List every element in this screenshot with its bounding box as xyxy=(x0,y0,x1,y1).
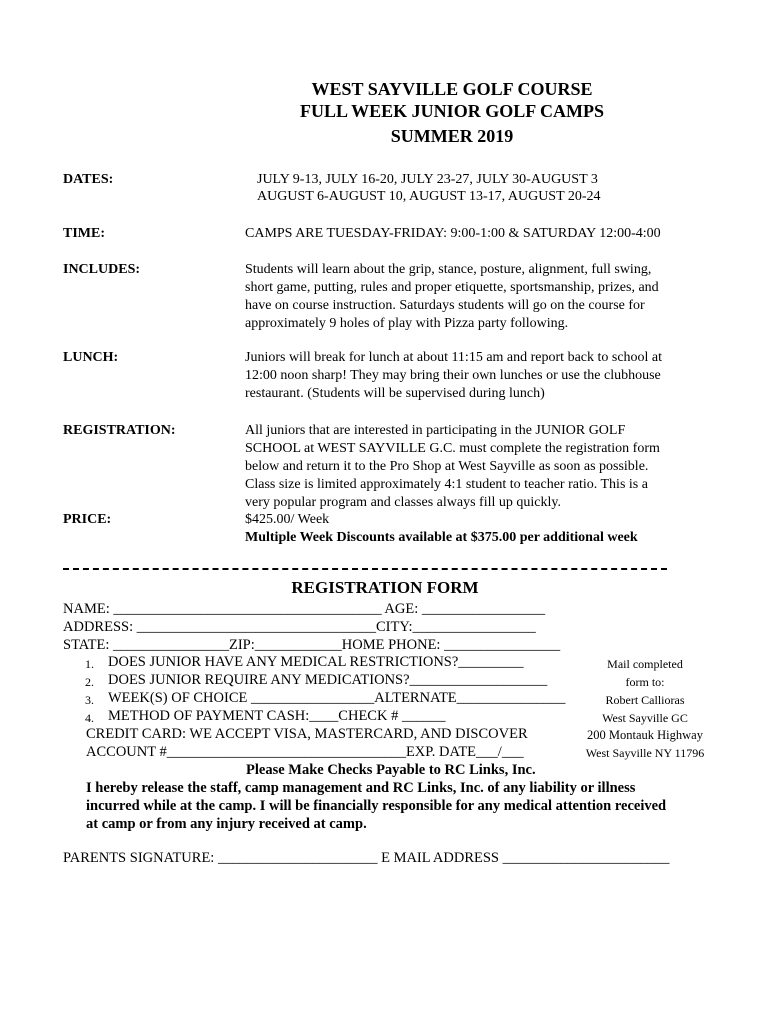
item-number: 4. xyxy=(85,711,94,725)
dates-line1: JULY 9-13, JULY 16-20, JULY 23-27, JULY 30-AUGUST 3 xyxy=(257,172,598,187)
mail-to-line: Robert Callioras xyxy=(605,693,685,707)
includes-line: short game, putting, rules and proper etiquette, sportsmanship, prizes, and xyxy=(245,280,659,295)
registration-line: SCHOOL at WEST SAYVILLE G.C. must complete the registration form xyxy=(245,441,660,456)
registration-text xyxy=(245,422,715,512)
time-text: CAMPS ARE TUESDAY-FRIDAY: 9:00-1:00 & SATURDAY 12:00-4:00 xyxy=(245,226,661,241)
time-label: TIME: xyxy=(63,226,105,241)
release-line: at camp or from any injury received at camp. xyxy=(86,816,367,832)
address-city-field[interactable]: ADDRESS: _________________________________CITY:_________________ xyxy=(63,619,536,635)
registration-line: very popular program and classes always fill up quickly. xyxy=(245,495,561,510)
dates-label: DATES: xyxy=(63,172,114,187)
item-number: 2. xyxy=(85,675,94,689)
payment-method-field[interactable]: METHOD OF PAYMENT CASH:____CHECK # ______ xyxy=(108,708,446,724)
state-zip-phone-field[interactable]: STATE: ________________ZIP:____________HOME PHONE: ________________ xyxy=(63,637,561,653)
cut-line-divider xyxy=(63,568,667,570)
registration-line: All juniors that are interested in participating in the JUNIOR GOLF xyxy=(245,423,626,438)
item-number: 1. xyxy=(85,657,94,671)
mail-to-line: form to: xyxy=(625,675,665,689)
includes-line: Students will learn about the grip, stance, posture, alignment, full swing, xyxy=(245,262,652,277)
dates-line2: AUGUST 6-AUGUST 10, AUGUST 13-17, AUGUST 20-24 xyxy=(257,189,601,204)
lunch-line: restaurant. (Students will be supervised during lunch) xyxy=(245,386,545,401)
price-label: PRICE: xyxy=(63,512,112,527)
registration-line: Class size is limited approximately 4:1 student to teacher ratio. This is a xyxy=(245,477,648,492)
release-line: incurred while at the camp. I will be financially responsible for any medical attention received xyxy=(86,798,667,814)
includes-text xyxy=(245,261,715,333)
header-title-line2: FULL WEEK JUNIOR GOLF CAMPS xyxy=(299,101,605,121)
mail-to-line: West Sayville GC xyxy=(602,711,688,725)
account-exp-field[interactable]: ACCOUNT #_________________________________EXP. DATE___/___ xyxy=(86,744,524,760)
mail-to-line: 200 Montauk Highway xyxy=(587,728,703,742)
header-title-line1: WEST SAYVILLE GOLF COURSE xyxy=(311,79,593,99)
price-discount: Multiple Week Discounts available at $375.00 per additional week xyxy=(245,530,638,545)
release-line: I hereby release the staff, camp management and RC Links, Inc. of any liability or illness xyxy=(86,780,636,796)
includes-line: have on course instruction. Saturdays students will go on the course for xyxy=(245,298,645,313)
item-number: 3. xyxy=(85,693,94,707)
checks-payable-note: Please Make Checks Payable to RC Links, Inc. xyxy=(246,762,536,778)
header-title-line3: SUMMER 2019 xyxy=(390,126,514,146)
lunch-text xyxy=(245,349,715,403)
lunch-line: 12:00 noon sharp! They may bring their own lunches or use the clubhouse xyxy=(245,368,661,383)
includes-label: INCLUDES: xyxy=(63,262,141,277)
medications-field[interactable]: DOES JUNIOR REQUIRE ANY MEDICATIONS?___________________ xyxy=(108,672,548,688)
price-line1: $425.00/ Week xyxy=(245,512,330,527)
mail-to-line: Mail completed xyxy=(607,657,683,671)
medical-restrictions-field[interactable]: DOES JUNIOR HAVE ANY MEDICAL RESTRICTIONS?_________ xyxy=(108,654,524,670)
registration-form-title: REGISTRATION FORM xyxy=(291,578,479,597)
week-choice-field[interactable]: WEEK(S) OF CHOICE _________________ALTERNATE_______________ xyxy=(108,690,566,706)
signature-email-field[interactable]: PARENTS SIGNATURE: ______________________ E MAIL ADDRESS _______________________ xyxy=(63,850,670,866)
name-age-field[interactable]: NAME: _____________________________________ AGE: _________________ xyxy=(63,601,546,617)
mail-to-line: West Sayville NY 11796 xyxy=(585,746,705,760)
credit-card-text: CREDIT CARD: WE ACCEPT VISA, MASTERCARD, AND DISCOVER xyxy=(86,726,528,742)
includes-line: approximately 9 holes of play with Pizza party following. xyxy=(245,316,569,331)
registration-label: REGISTRATION: xyxy=(63,423,176,438)
lunch-label: LUNCH: xyxy=(63,350,119,365)
registration-line: below and return it to the Pro Shop at West Sayville as soon as possible. xyxy=(245,459,649,474)
lunch-line: Juniors will break for lunch at about 11:15 am and report back to school at xyxy=(245,350,663,365)
